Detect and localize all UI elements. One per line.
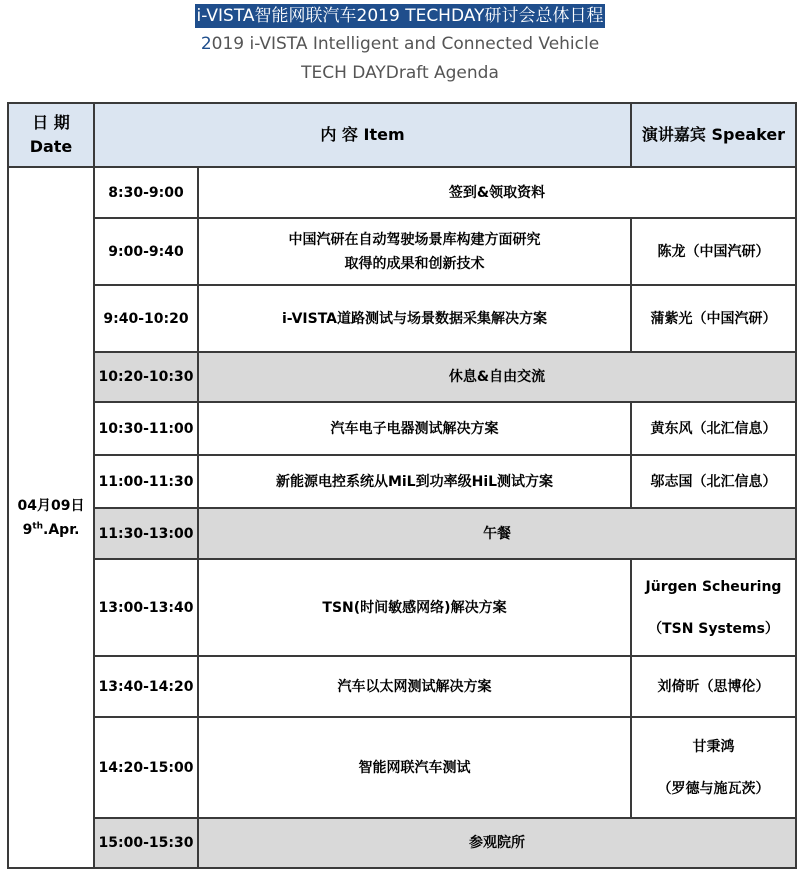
item-line-2: 取得的成果和创新技术: [344, 255, 485, 272]
subtitle-line-2: TECH DAYDraft Agenda: [301, 63, 499, 83]
date-cell: [8, 167, 94, 868]
time-cell: 10:20-10:30: [94, 352, 198, 402]
time-cell: 13:00-13:40: [94, 559, 198, 656]
item-line-1: 中国汽研在自动驾驶场景库构建方面研究: [288, 231, 541, 248]
item-cell: 汽车以太网测试解决方案: [198, 656, 631, 717]
table-row: [8, 402, 796, 455]
speaker-line-2: （罗德与施瓦茨）: [657, 780, 770, 797]
time-cell: 11:00-11:30: [94, 455, 198, 508]
time-cell: 9:00-9:40: [94, 218, 198, 285]
time-cell: 10:30-11:00: [94, 402, 198, 455]
item-cell: 参观院所: [198, 818, 796, 868]
item-cell: 午餐: [198, 508, 796, 559]
table-row: [8, 352, 796, 402]
speaker-cell: 蒲紫光（中国汽研）: [631, 285, 796, 352]
item-cell: i-VISTA道路测试与场景数据采集解决方案: [198, 285, 631, 352]
table-row: [8, 285, 796, 352]
date-en-rest: .Apr.: [43, 521, 80, 538]
item-cell: 汽车电子电器测试解决方案: [198, 402, 631, 455]
header-item: 内 容 Item: [94, 103, 631, 167]
table-row: [8, 508, 796, 559]
speaker-line-1: Jürgen Scheuring: [645, 578, 782, 595]
subtitle-first-char: 2: [200, 34, 212, 54]
header-speaker: 演讲嘉宾 Speaker: [631, 103, 796, 167]
agenda-table: [7, 102, 797, 869]
table-row: [8, 818, 796, 868]
table-row: [8, 167, 796, 218]
item-cell: 新能源电控系统从MiL到功率级HiL测试方案: [198, 455, 631, 508]
header-date: 日 期 Date: [8, 103, 94, 167]
time-cell: 13:40-14:20: [94, 656, 198, 717]
item-cell: 智能网联汽车测试: [198, 717, 631, 818]
header-row: [8, 103, 796, 167]
speaker-cell: [631, 717, 796, 818]
time-cell: 15:00-15:30: [94, 818, 198, 868]
date-en: [9, 518, 93, 542]
speaker-cell: 邬志国（北汇信息）: [631, 455, 796, 508]
speaker-line-1: 甘秉鸿: [692, 738, 735, 755]
item-cell: 休息&自由交流: [198, 352, 796, 402]
page-title: i-VISTA智能网联汽车2019 TECHDAY研讨会总体日程: [196, 6, 604, 26]
date-en-sup: th: [32, 520, 44, 531]
time-cell: 8:30-9:00: [94, 167, 198, 218]
speaker-cell: 陈龙（中国汽研）: [631, 218, 796, 285]
table-row: [8, 717, 796, 818]
time-cell: 11:30-13:00: [94, 508, 198, 559]
date-en-day: 9: [22, 521, 33, 538]
item-cell: 签到&领取资料: [198, 167, 796, 218]
table-row: [8, 656, 796, 717]
subtitle-line-1: [0, 32, 800, 56]
time-cell: 9:40-10:20: [94, 285, 198, 352]
speaker-cell: [631, 559, 796, 656]
time-cell: 14:20-15:00: [94, 717, 198, 818]
item-cell: [198, 218, 631, 285]
table-row: [8, 218, 796, 285]
speaker-cell: 刘倚昕（思博伦）: [631, 656, 796, 717]
date-cn: 04月09日: [17, 497, 85, 514]
item-cell: TSN(时间敏感网络)解决方案: [198, 559, 631, 656]
table-row: [8, 455, 796, 508]
speaker-cell: 黄东风（北汇信息）: [631, 402, 796, 455]
speaker-line-2: （TSN Systems）: [648, 620, 779, 637]
subtitle-line-1-rest: 019 i-VISTA Intelligent and Connected Vehicle: [211, 34, 600, 54]
title-wrap: [0, 4, 800, 28]
table-row: [8, 559, 796, 656]
